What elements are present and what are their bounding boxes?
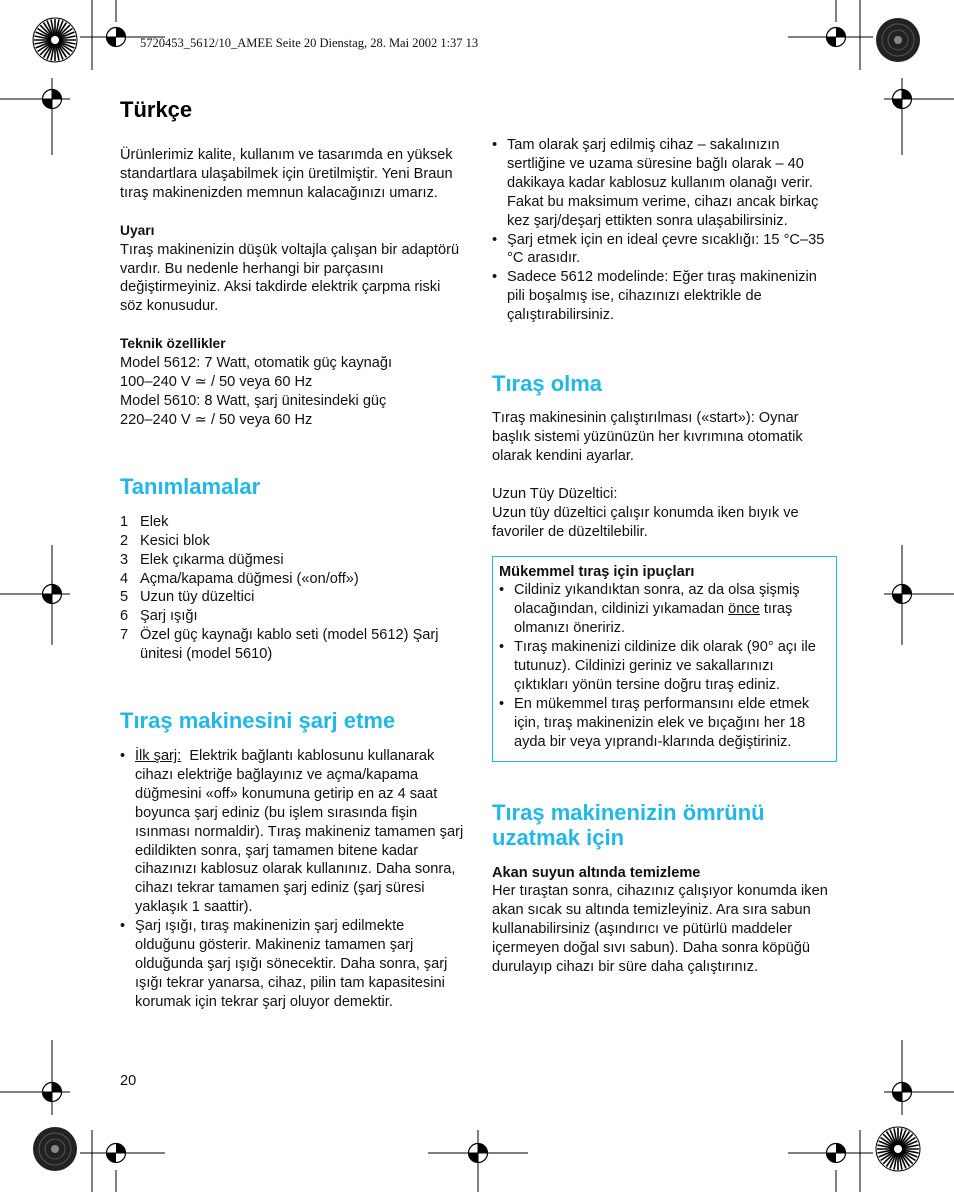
print-header-line: 5720453_5612/10_AMEE Seite 20 Dienstag, 28. Mai 2002 1:37 13 xyxy=(140,36,479,50)
list-item: • Cildiniz yıkandıktan sonra, az da olsa şişmiş olacağından, cildinizi yıkamadan önce tıraş olmanızı öneririz. xyxy=(499,581,830,638)
warning-text: Tıraş makinenizin düşük voltajla çalışan bir adaptörü vardır. Bu nedenle herhangi bir parçasını değiştirmeyiniz. Aksi takdirde elektrik çarpma riski söz konusudur. xyxy=(120,241,460,315)
list-item: 6 Şarj ışığı xyxy=(120,608,198,625)
list-item: 1 Elek xyxy=(120,513,169,530)
section-title-shaving: Tıraş olma xyxy=(492,371,603,397)
section-title-charging: Tıraş makinesini şarj etme xyxy=(120,708,396,734)
list-item: 2 Kesici blok xyxy=(120,532,210,549)
list-item: • Tam olarak şarj edilmiş cihaz – sakalınızın sertliğine ve uzama süresine bağlı olarak – 40 dakikaya kadar kablosuz kullanım olanağı verir. Fakat bu maksimum verime, cihazı ancak birkaç kez şarj/deşarj ettikten sonra ulaşabilirsiniz. xyxy=(492,136,837,231)
warning-title: Uyarı xyxy=(120,222,155,238)
section-title-descriptions: Tanımlamalar xyxy=(120,473,261,499)
shaving-paragraph: Tıraş makinesinin çalıştırılması («start»): Oynar başlık sistemi yüzünüzün her kıvrımına otomatik olarak kendini ayarlar. xyxy=(492,410,803,464)
tips-title: Mükemmel tıraş için ipuçları xyxy=(499,563,695,580)
cleaning-paragraph: Her tıraştan sonra, cihazınız çalışıyor konumda iken akan sıcak su altında temizleyiniz. Ara sıra sabun kullanabilirsiniz (aşındırıcı ve pütürlü maddeler içermeyen doğal sıvı sabun). Daha sonra köpüğü durulayıp cihazı bir süre daha çalıştırınız. xyxy=(492,883,828,976)
list-item: • Şarj etmek için en ideal çevre sıcaklığı: 15 °C–35 °C arasıdır. xyxy=(492,231,837,269)
list-item: • İlk şarj: Elektrik bağlantı kablosunu kullanarak cihazı elektriğe bağlayınız ve açma/kapama düğmesini «off» konumuna getirip en az 4 saat boyunca şarj ediniz (bu işlem sırasında fişin ısınması normaldir). Tıraş makineniz tamamen şarj edildikten sonra, şarj tamamen bitene kadar cihazınızı kablosuz olarak kullanınız. Daha sonra, cihazı tekrar tamamen şarj ediniz (şarj süresi yaklaşık 1 saattir). xyxy=(120,747,465,917)
list-item: • Sadece 5612 modelinde: Eğer tıraş makinenizin pili boşalmış ise, cihazınızı elektrikle de çalıştırabilirsiniz. xyxy=(492,268,837,325)
charging-list xyxy=(120,747,465,1012)
specs-title: Teknik özellikler xyxy=(120,336,226,352)
tips-box xyxy=(492,556,837,762)
list-item: • En mükemmel tıraş performansını elde etmek için, tıraş makinenizin elek ve bıçağını her 18 ayda bir veya yıprandı-klarında değiştiriniz. xyxy=(499,695,830,752)
section-title-care: Tıraş makinenizin ömrünü uzatmak için xyxy=(492,799,765,850)
specs-line: 220–240 V ≃ / 50 veya 60 Hz xyxy=(120,411,313,428)
left-column xyxy=(120,96,465,1012)
specs-line: 100–240 V ≃ / 50 veya 60 Hz xyxy=(120,374,313,391)
descriptions-list xyxy=(120,513,465,664)
intro-paragraph: Ürünlerimiz kalite, kullanım ve tasarımda en yüksek standartlara ulaşabilmek için üretilmiştir. Yeni Braun tıraş makinenizden memnun kalacağınızı umarız. xyxy=(120,147,453,201)
list-item: 7 Özel güç kaynağı kablo seti (model 5612) Şarj ünitesi (model 5610) xyxy=(120,627,439,663)
cleaning-title: Akan suyun altında temizleme xyxy=(492,864,701,881)
language-title: Türkçe xyxy=(120,97,193,122)
right-column xyxy=(492,136,837,977)
list-item: 5 Uzun tüy düzeltici xyxy=(120,589,255,606)
page-number: 20 xyxy=(120,1073,137,1089)
specs-line: Model 5612: 7 Watt, otomatik güç kaynağı xyxy=(120,355,393,372)
trimmer-paragraph: Uzun tüy düzeltici çalışır konumda iken bıyık ve favoriler de düzeltilebilir. xyxy=(492,504,799,540)
list-item: • Şarj ışığı, tıraş makinenizin şarj edilmekte olduğunu gösterir. Makineniz tamamen şarj olduğunda şarj ışığı sönecektir. Daha sonra, şarj ışığı tekrar yanarsa, cihaz, pilin tam kapasitesini korumak için tekrar şarj oluyor demektir. xyxy=(120,917,465,1012)
charging-list-continued xyxy=(492,136,837,325)
list-item: • Tıraş makinenizi cildinize dik olarak (90° açı ile tutunuz). Cildinizi geriniz ve sakallarınızı çıktıkları yönün tersine doğru tıraş ediniz. xyxy=(499,638,830,695)
list-item: 4 Açma/kapama düğmesi («on/off») xyxy=(120,570,359,587)
tips-list xyxy=(499,581,830,751)
list-item: 3 Elek çıkarma düğmesi xyxy=(120,551,284,568)
specs-line: Model 5610: 8 Watt, şarj ünitesindeki güç xyxy=(120,392,387,409)
trimmer-label: Uzun Tüy Düzeltici: xyxy=(492,485,618,502)
